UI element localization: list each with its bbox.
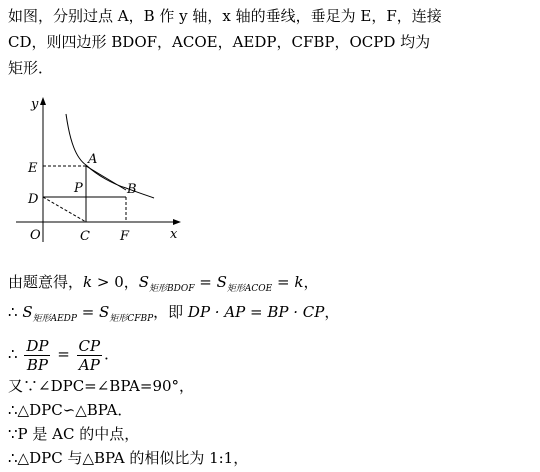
numerator: CP	[78, 336, 101, 355]
var-S: S	[216, 273, 227, 291]
denominator: AP	[78, 355, 100, 374]
label-A: A	[88, 152, 98, 167]
geometry-figure	[8, 92, 188, 252]
solution-line-3	[8, 334, 119, 374]
subscript: 矩形ACOE	[226, 284, 273, 294]
solution-line-7: ∴△DPC 与△BPA 的相似比为 1:1，	[8, 449, 249, 467]
line-AB	[86, 166, 126, 190]
text: ∴	[8, 345, 23, 363]
subscript: 矩形CFBP	[109, 314, 154, 324]
text: ，	[324, 303, 340, 321]
dashed-line-DC	[43, 197, 86, 222]
x-axis-arrow	[173, 219, 181, 225]
var-k: k	[83, 273, 93, 291]
fraction-DP-BP	[24, 337, 50, 374]
numerator: DP	[26, 336, 49, 355]
label-P: P	[74, 181, 83, 196]
expression: DP · AP = BP · CP	[187, 303, 325, 321]
intro-line-2: CD，则四边形 BDOF，ACOE，AEDP，CFBP，OCPD 均为	[8, 33, 431, 51]
label-x: x	[170, 227, 178, 242]
label-E: E	[28, 161, 38, 176]
y-axis-arrow	[40, 97, 46, 105]
solution-line-2	[8, 302, 339, 329]
solution-line-6: ∵P 是 AC 的中点，	[8, 425, 140, 443]
label-B: B	[127, 182, 137, 197]
var-S: S	[138, 273, 150, 291]
text: 由题意得，	[8, 273, 84, 291]
subscript: 矩形AEDP	[32, 314, 77, 324]
text: =	[272, 273, 295, 291]
solution-line-5: ∴△DPC∽△BPA．	[8, 401, 133, 419]
solution-line-1	[8, 272, 318, 299]
text: =	[76, 303, 100, 321]
intro-line-3: 矩形．	[8, 59, 54, 77]
subscript: 矩形BDOF	[149, 284, 195, 294]
text: =	[194, 273, 217, 291]
var-S: S	[99, 303, 110, 321]
label-C: C	[80, 229, 90, 244]
text: =	[52, 345, 75, 363]
denominator: BP	[26, 355, 48, 374]
var-k: k	[294, 273, 304, 291]
label-F: F	[120, 229, 130, 244]
label-O: O	[30, 228, 41, 243]
text: ，即	[153, 303, 188, 321]
text: ∴	[8, 303, 23, 321]
intro-line-1: 如图，分别过点 A，B 作 y 轴，x 轴的垂线，垂足为 E，F，连接	[8, 7, 442, 25]
label-D: D	[28, 192, 39, 207]
label-y: y	[31, 97, 39, 112]
text: ，	[303, 273, 319, 291]
text: > 0，	[92, 273, 139, 291]
fraction-CP-AP	[77, 337, 103, 374]
var-S: S	[22, 303, 33, 321]
solution-line-4: 又∵∠DPC=∠BPA=90°，	[8, 377, 195, 395]
text: ．	[104, 345, 120, 363]
